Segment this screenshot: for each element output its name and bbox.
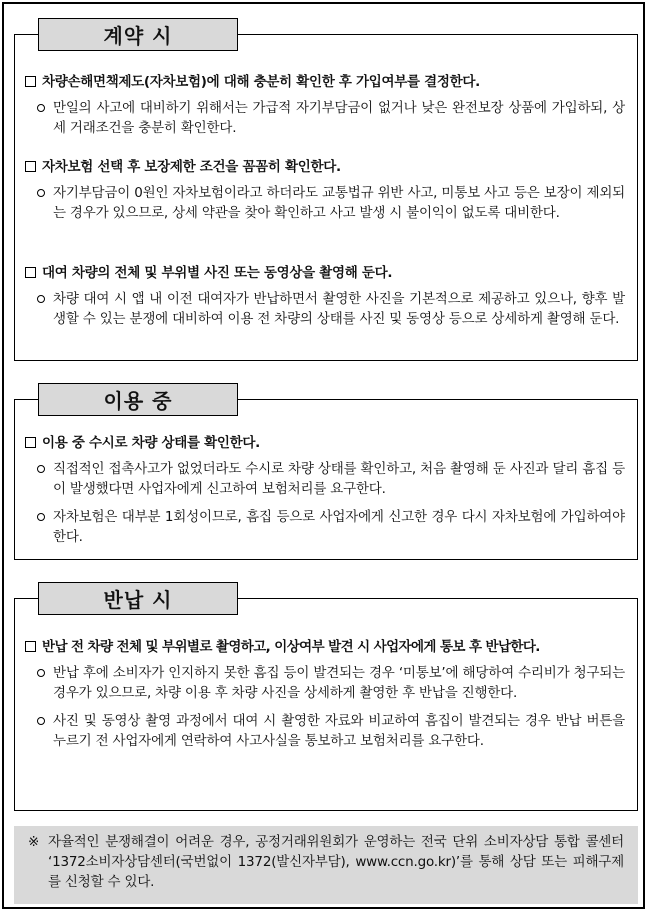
- checkbox-square-icon: [25, 641, 36, 652]
- checkbox-square-icon: [25, 76, 36, 87]
- section-tab-contract: 계약 시: [38, 18, 238, 51]
- in-use-item-1: [25, 433, 625, 547]
- return-item-1: [25, 637, 625, 751]
- item-bullet: 반납 후에 소비자가 인지하지 못한 흠집 등이 발견되는 경우 ‘미통보’에 해당하여 수리비가 청구되는 경우가 있으므로, 차량 이용 후 차량 사진을 상세하게 촬영한 후 반납을 진행한다.: [25, 663, 625, 703]
- item-bullet: 자기부담금이 0원인 자차보험이라고 하더라도 교통법규 위반 사고, 미통보 사고 등은 보장이 제외되는 경우가 있으므로, 상세 약관을 찾아 확인하고 사고 발생 시 불이익이 없도록 대비한다.: [25, 183, 625, 223]
- item-heading: 반납 전 차량 전체 및 부위별로 촬영하고, 이상여부 발견 시 사업자에게 통보 후 반납한다.: [25, 637, 625, 657]
- contract-item-3: [25, 263, 625, 329]
- item-bullet: 차량 대여 시 앱 내 이전 대여자가 반납하면서 촬영한 사진을 기본적으로 제공하고 있으나, 향후 발생할 수 있는 분쟁에 대비하여 이용 전 차량의 상태를 사진 및 동영상 등으로 상세하게 촬영해 둔다.: [25, 289, 625, 329]
- item-bullet: 사진 및 동영상 촬영 과정에서 대여 시 촬영한 자료와 비교하여 흠집이 발견되는 경우 반납 버튼을 누르기 전 사업자에게 연락하여 사고사실을 통보하고 보험처리를 요구한다.: [25, 711, 625, 751]
- section-tab-return: 반납 시: [38, 582, 238, 615]
- checkbox-square-icon: [25, 437, 36, 448]
- item-bullet: 만일의 사고에 대비하기 위해서는 가급적 자기부담금이 없거나 낮은 완전보장 상품에 가입하되, 상세 거래조건을 충분히 확인한다.: [25, 98, 625, 138]
- checkbox-square-icon: [25, 161, 36, 172]
- section-in-use: [14, 399, 638, 560]
- item-heading: 대여 차량의 전체 및 부위별 사진 또는 동영상을 촬영해 둔다.: [25, 263, 625, 283]
- contract-item-1: [25, 72, 625, 138]
- circle-bullet-icon: [37, 717, 45, 725]
- circle-bullet-icon: [37, 669, 45, 677]
- checkbox-square-icon: [25, 267, 36, 278]
- footer-text: 자율적인 분쟁해결이 어려운 경우, 공정거래위원회가 운영하는 전국 단위 소비자상담 통합 콜센터 ‘1372소비자상담센터(국번없이 1372(발신자부담), www.ccn.go.kr)’를 통해 상담 또는 피해구제를 신청할 수 있다.: [48, 834, 624, 890]
- item-heading: 차량손해면책제도(자차보험)에 대해 충분히 확인한 후 가입여부를 결정한다.: [25, 72, 625, 92]
- reference-mark: ※: [28, 834, 40, 850]
- footer-note: [14, 826, 638, 904]
- circle-bullet-icon: [37, 465, 45, 473]
- item-bullet: 직접적인 접촉사고가 없었더라도 수시로 차량 상태를 확인하고, 처음 촬영해 둔 사진과 달리 흠집 등이 발생했다면 사업자에게 신고하여 보험처리를 요구한다.: [25, 459, 625, 499]
- circle-bullet-icon: [37, 513, 45, 521]
- contract-item-2: [25, 157, 625, 223]
- circle-bullet-icon: [37, 295, 45, 303]
- circle-bullet-icon: [37, 104, 45, 112]
- section-return: [14, 598, 638, 811]
- item-bullet: 자차보험은 대부분 1회성이므로, 흠집 등으로 사업자에게 신고한 경우 다시 자차보험에 가입하여야 한다.: [25, 507, 625, 547]
- circle-bullet-icon: [37, 189, 45, 197]
- section-contract: [14, 34, 638, 361]
- section-tab-in-use: 이용 중: [38, 383, 238, 416]
- item-heading: 이용 중 수시로 차량 상태를 확인한다.: [25, 433, 625, 453]
- item-heading: 자차보험 선택 후 보장제한 조건을 꼼꼼히 확인한다.: [25, 157, 625, 177]
